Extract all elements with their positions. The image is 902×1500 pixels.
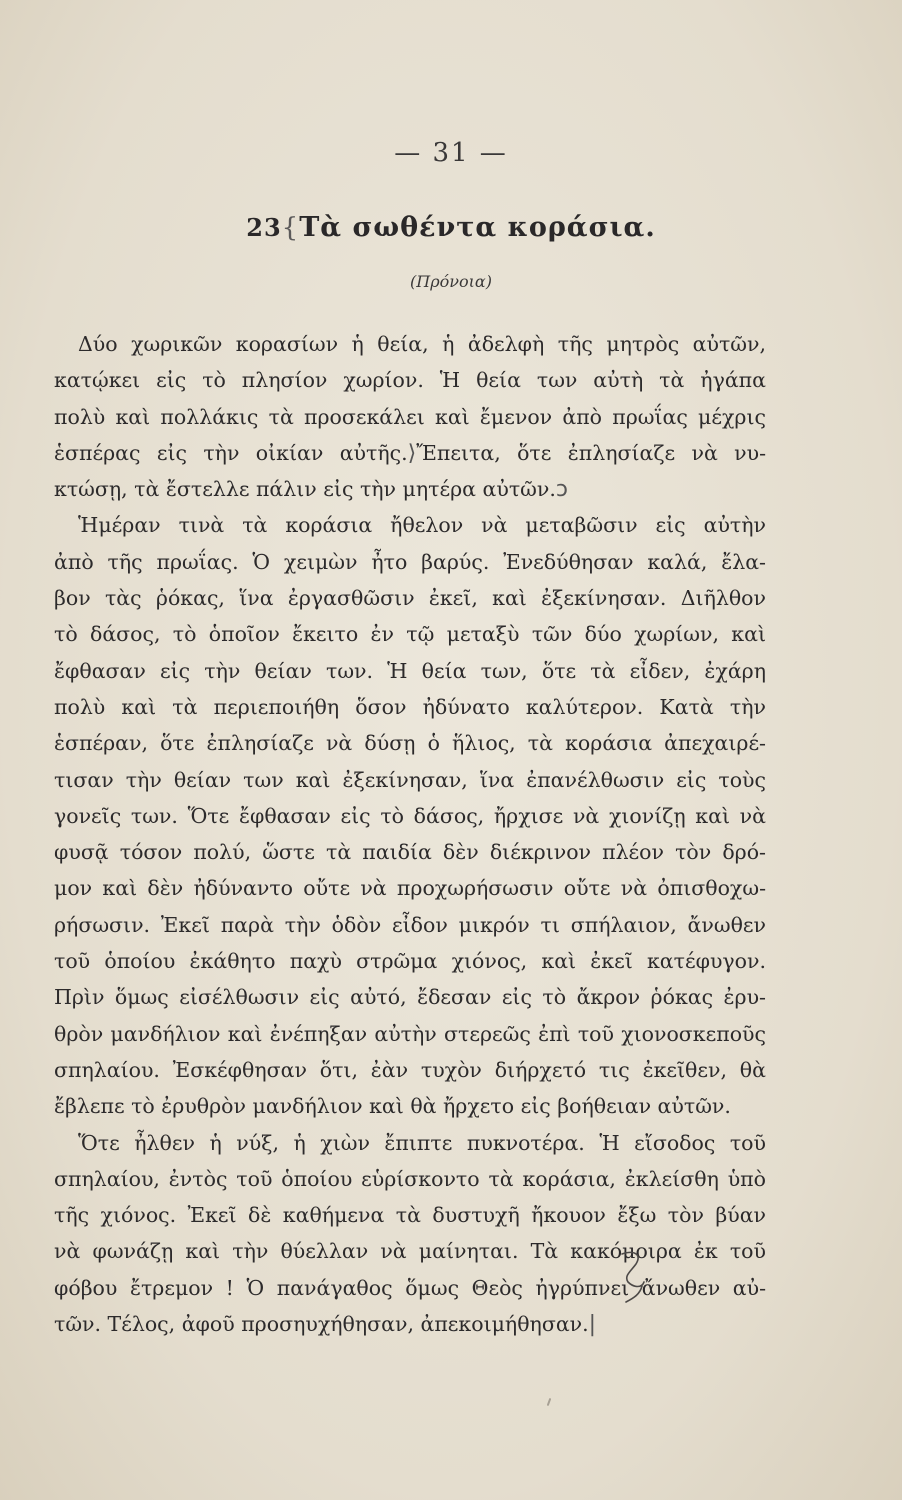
text-line-28 [54,1306,766,1342]
text-line-4 [54,435,766,471]
text-line-24: σπηλαίου, ἐντὸς τοῦ ὁποίου εὑρίσκοντο τὰ κοράσια, ἐκλείσθη ὑπὸ [54,1166,766,1191]
text-line-14: γονεῖς των. Ὅτε ἔφθασαν εἰς τὸ δάσος, ἤρχισε νὰ χιονίζῃ καὶ νὰ [54,803,766,828]
pencil-bracket-mark: { [281,213,300,243]
pencil-mark-1: ⟩ [407,440,417,466]
text-line-12: ἑσπέραν, ὅτε ἐπλησίαζε νὰ δύσῃ ὁ ἥλιος, τὰ κοράσια ἀπεχαιρέ- [54,731,766,756]
story-number: 23 [246,213,282,242]
text-line-4a: ἑσπέρας εἰς τὴν οἰκίαν αὐτῆς. [54,440,408,465]
story-title [0,212,902,243]
pencil-curve-mark [612,1248,652,1304]
pencil-mark-3: | [588,1312,597,1338]
text-line-4b: Ἔπειτα, ὅτε ἐπλησίαζε νὰ νυ- [416,440,766,465]
text-line-21: σπηλαίου. Ἐσκέφθησαν ὅτι, ἐὰν τυχὸν διήρχετό τις ἐκεῖθεν, θὰ [54,1057,766,1082]
text-line-1: Δύο χωρικῶν κορασίων ἡ θεία, ἡ ἀδελφὴ τῆς μητρὸς αὐτῶν, [78,332,766,356]
text-line-27: φόβου ἔτρεμον ! Ὁ πανάγαθος ὅμως Θεὸς ἠγρύπνει ἄνωθεν αὐ- [54,1275,766,1300]
text-line-3: πολὺ καὶ πολλάκις τὰ προσεκάλει καὶ ἔμενον ἀπὸ πρωΐας μέχρις [54,404,766,429]
text-line-10: ἔφθασαν εἰς τὴν θείαν των. Ἡ θεία των, ὅτε τὰ εἶδεν, ἐχάρη [54,658,766,683]
text-line-7: ἀπὸ τῆς πρωΐας. Ὁ χειμὼν ἦτο βαρύς. Ἐνεδύθησαν καλά, ἔλα- [54,549,766,574]
text-line-23: Ὅτε ἦλθεν ἡ νύξ, ἡ χιὼν ἔπιπτε πυκνοτέρα. Ἡ εἴσοδος τοῦ [78,1130,766,1155]
pencil-mark-2: ↄ [555,477,568,503]
text-line-15: φυσᾷ τόσον πολύ, ὥστε τὰ παιδία δὲν διέκρινον πλέον τὸν δρό- [54,840,766,865]
story-title-text: Τὰ σωθέντα κοράσια. [299,212,656,243]
text-line-5 [54,471,766,507]
text-line-18: τοῦ ὁποίου ἐκάθητο παχὺ στρῶμα χιόνος, καὶ ἐκεῖ κατέφυγον. [54,949,766,974]
text-line-9: τὸ δάσος, τὸ ὁποῖον ἔκειτο ἐν τῷ μεταξὺ τῶν δύο χωρίων, καὶ [54,622,766,647]
text-line-11: πολὺ καὶ τὰ περιεποιήθη ὅσον ἠδύνατο καλύτερον. Κατὰ τὴν [54,694,766,719]
text-line-20: θρὸν μανδήλιον καὶ ἐνέπηξαν αὐτὴν στερεῶς ἐπὶ τοῦ χιονοσκεποῦς [54,1021,766,1046]
story-body [54,326,766,1342]
page-number: — 31 — [394,138,508,168]
text-line-2: κατῴκει εἰς τὸ πλησίον χωρίον. Ἡ θεία των αὐτὴ τὰ ἠγάπα [54,368,766,393]
text-line-17: ρήσωσιν. Ἐκεῖ παρὰ τὴν ὁδὸν εἶδον μικρόν τι σπήλαιον, ἄνωθεν [54,912,766,937]
text-line-16: μον καὶ δὲν ἠδύναντο οὔτε νὰ προχωρήσωσιν οὔτε νὰ ὀπισθοχω- [54,876,766,901]
text-line-5a: κτώσῃ, τὰ ἔστελλε πάλιν εἰς τὴν μητέρα αὐτῶν. [54,477,556,502]
text-line-8: βον τὰς ῥόκας, ἵνα ἐργασθῶσιν ἐκεῖ, καὶ ἐξεκίνησαν. Διῆλθον [54,586,766,611]
text-line-25: τῆς χιόνος. Ἐκεῖ δὲ καθήμενα τὰ δυστυχῆ ἤκουον ἔξω τὸν βύαν [54,1203,766,1228]
story-subtitle: (Πρόνοια) [410,272,492,291]
text-line-19: Πρὶν ὅμως εἰσέλθωσιν εἰς αὐτό, ἔδεσαν εἰς τὸ ἄκρον ῥόκας ἐρυ- [54,985,766,1010]
text-line-28a: τῶν. Τέλος, ἀφοῦ προσηυχήθησαν, ἀπεκοιμήθησαν. [54,1312,589,1337]
text-line-13: τισαν τὴν θείαν των καὶ ἐξεκίνησαν, ἵνα ἐπανέλθωσιν εἰς τοὺς [54,767,766,792]
text-line-22: ἔβλεπε τὸ ἐρυθρὸν μανδήλιον καὶ θὰ ἤρχετο εἰς βοήθειαν αὐτῶν. [54,1094,731,1119]
text-line-6: Ἡμέραν τινὰ τὰ κοράσια ἤθελον νὰ μεταβῶσιν εἰς αὐτὴν [78,513,766,538]
paper-speck [547,1398,552,1406]
text-line-26: νὰ φωνάζῃ καὶ τὴν θύελλαν νὰ μαίνηται. Τὰ κακόμοιρα ἐκ τοῦ [54,1239,766,1264]
